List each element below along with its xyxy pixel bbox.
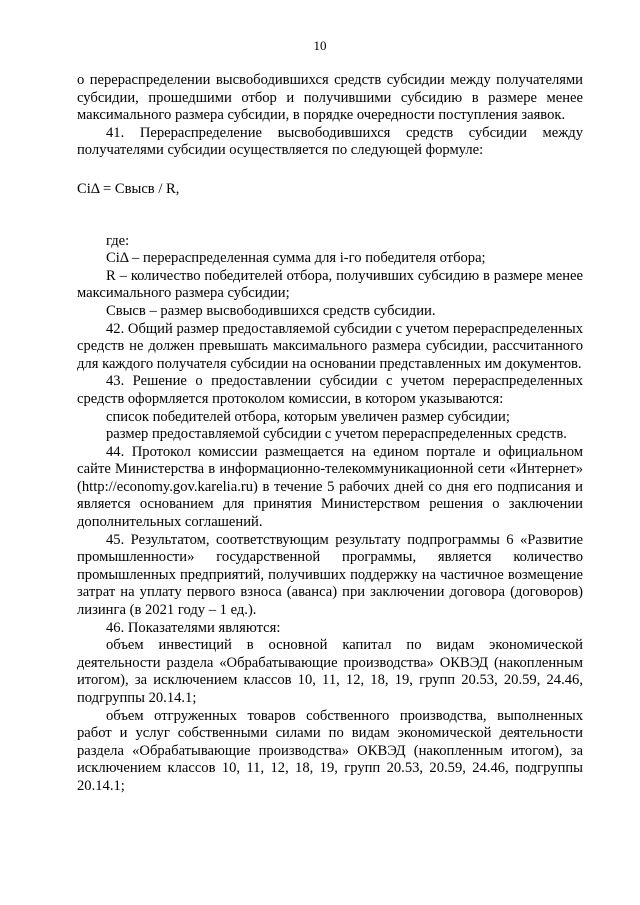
paragraph-ci-definition: CiΔ – перераспределенная сумма для i-го победителя отбора; [106, 250, 486, 267]
paragraph-46: 46. Показателями являются: [106, 619, 281, 636]
paragraph-43-subsidy-size: размер предоставляемой субсидии с учетом перераспределенных средств. [106, 426, 567, 443]
paragraph-45: 45. Результатом, соответствующим результату подпрограммы 6 «Развитие промышленности» государственной программы, является количество промышленных предприятий, получивших поддержку на частичное возмещение затрат на уплату первого взноса (аванса) при заключении договора (договоров) лизинга (в 2021 году – 1 ед.). [77, 531, 583, 619]
paragraph-46-investment-indicator: объем инвестиций в основной капитал по видам экономической деятельности раздела «Обрабатывающие производства» ОКВЭД (накопленным итогом), за исключением классов 10, 11, 12, 18, 19, групп 20.53, 20.59, 24.46, подгруппы 20.14.1; [77, 637, 583, 706]
paragraph-subsidy-redistribution-intro: о перераспределении высвободившихся средств субсидии между получателями субсидии, прошедшими отбор и получившими субсидию в размере менее максимального размера субсидии, в порядке очередности поступления заявок. [77, 72, 583, 124]
document-body [77, 72, 583, 796]
paragraph-r-definition: R – количество победителей отбора, получивших субсидию в размере менее максимального размера субсидии; [77, 267, 583, 302]
paragraph-43-list-winners: список победителей отбора, которым увеличен размер субсидии; [106, 408, 510, 425]
paragraph-44: 44. Протокол комиссии размещается на едином портале и официальном сайте Министерства в информационно-телекоммуникационной сети «Интернет» (http://economy.gov.karelia.ru) в течение 5 рабочих дней со дня его подписания и является основанием для принятия Министерством решения о заключении дополнительных соглашений. [77, 443, 583, 531]
page-number: 10 [313, 38, 327, 53]
paragraph-46-shipped-goods-indicator: объем отгруженных товаров собственного производства, выполненных работ и услуг собственными силами по видам экономической деятельности раздела «Обрабатывающие производства» ОКВЭД (накопленным итогом), за исключением классов 10, 11, 12, 18, 19, групп 20.53, 20.59, 24.46, подгруппы 20.14.1; [77, 707, 583, 794]
paragraph-42: 42. Общий размер предоставляемой субсидии с учетом перераспределенных средств не должен превышать максимального размера субсидии, рассчитанного для каждого получателя субсидии на основании представленных им документов. [77, 320, 583, 372]
paragraph-41: 41. Перераспределение высвободившихся средств субсидии между получателями субсидии осуществляется по следующей формуле: [77, 124, 583, 159]
paragraph-where: где: [106, 232, 130, 249]
paragraph-43: 43. Решение о предоставлении субсидии с учетом перераспределенных средств оформляется протоколом комиссии, в котором указываются: [77, 373, 583, 407]
paragraph-svysv-definition: Свысв – размер высвободившихся средств субсидии. [106, 302, 436, 319]
formula: CiΔ = Свысв / R, [77, 180, 180, 197]
